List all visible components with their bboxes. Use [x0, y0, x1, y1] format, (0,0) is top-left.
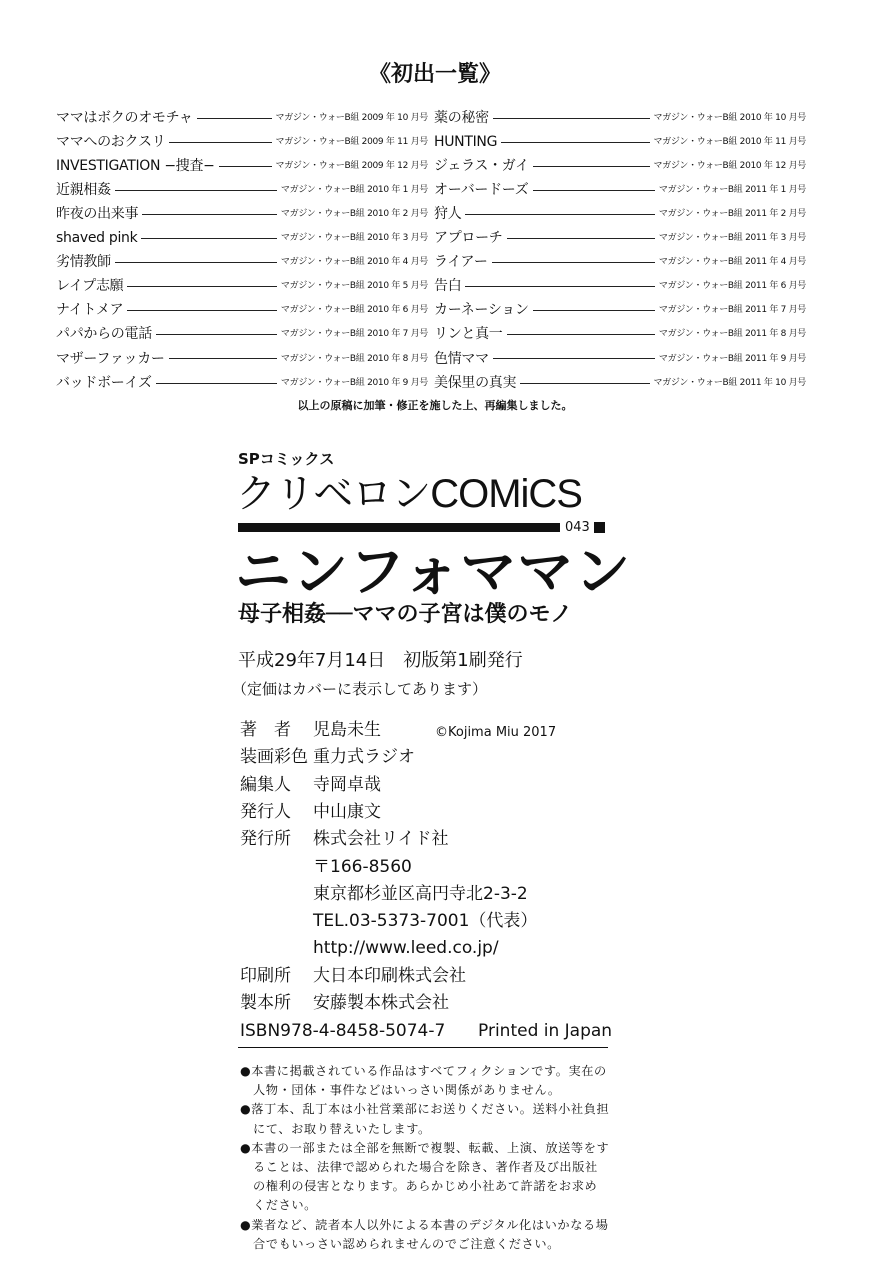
series-name: SPコミックス	[238, 450, 335, 468]
story-title: ライアー	[434, 254, 488, 271]
credit-row	[240, 802, 381, 822]
story-source: マガジン・ウォーB組 2011 年 3 月号	[658, 233, 806, 244]
story-title: 薬の秘密	[434, 109, 489, 126]
leader-line	[492, 262, 655, 263]
leader-line	[465, 286, 655, 287]
credit-row	[240, 966, 466, 986]
square-mark	[594, 522, 605, 533]
notice-item: ●業者など、読者本人以外による本書のデジタル化はいかなる場合でもいっさい認められませんのでご注意ください。	[240, 1217, 609, 1251]
story-title: カーネーション	[434, 302, 529, 319]
credit-label: 編集人	[240, 774, 291, 795]
credit-row	[240, 747, 415, 767]
leader-line	[156, 383, 277, 384]
story-source: マガジン・ウォーB組 2011 年 9 月号	[658, 353, 806, 364]
story-source: マガジン・ウォーB組 2010 年 4 月号	[280, 257, 428, 268]
story-source: マガジン・ウォーB組 2010 年 11 月号	[653, 136, 806, 147]
leader-line	[507, 238, 655, 239]
credit-value: 大日本印刷株式会社	[313, 965, 466, 986]
list-item	[434, 106, 806, 130]
list-item	[56, 251, 428, 275]
credit-row	[240, 775, 381, 795]
story-title: shaved pink	[56, 230, 138, 247]
first-appearances-right-column	[434, 106, 806, 395]
list-item	[434, 347, 806, 371]
leader-line	[465, 214, 655, 215]
story-title: 美保里の真実	[434, 374, 517, 391]
story-title: HUNTING	[434, 133, 498, 150]
book-title: ニンフォママン	[235, 540, 632, 605]
list-item	[56, 226, 428, 250]
story-source: マガジン・ウォーB組 2010 年 6 月号	[280, 305, 428, 316]
revision-note: 以上の原稿に加筆・修正を施した上、再編集しました。	[297, 399, 573, 412]
list-item	[434, 130, 806, 154]
story-title: マザーファッカー	[56, 350, 165, 367]
credit-row	[240, 911, 537, 931]
list-item	[434, 178, 806, 202]
credit-value: TEL.03-5373-7001（代表）	[313, 911, 538, 932]
story-source: マガジン・ウォーB組 2009 年 10 月号	[275, 112, 428, 123]
price-note: （定価はカバーに表示してあります）	[232, 680, 488, 698]
story-source: マガジン・ウォーB組 2011 年 8 月号	[658, 329, 806, 340]
leader-line	[127, 310, 277, 311]
leader-line	[142, 214, 277, 215]
first-appearances-left-column	[56, 106, 428, 395]
story-source: マガジン・ウォーB組 2011 年 2 月号	[658, 209, 806, 220]
leader-line	[115, 262, 277, 263]
story-title: 近親相姦	[56, 181, 111, 198]
leader-line	[169, 142, 271, 143]
imprint-bar	[238, 523, 560, 532]
list-item	[56, 275, 428, 299]
story-source: マガジン・ウォーB組 2010 年 12 月号	[653, 160, 806, 171]
list-item	[56, 347, 428, 371]
list-item	[56, 323, 428, 347]
divider	[238, 1047, 608, 1048]
leader-line	[493, 118, 650, 119]
credit-row	[240, 720, 381, 740]
leader-line	[197, 118, 272, 119]
story-source: マガジン・ウォーB組 2010 年 2 月号	[280, 209, 428, 220]
list-item	[56, 178, 428, 202]
story-title: オーバードーズ	[434, 181, 529, 198]
credit-row	[240, 993, 449, 1013]
story-title: バッドボーイズ	[56, 374, 152, 391]
list-item	[434, 299, 806, 323]
story-title: 劣情教師	[56, 254, 111, 271]
copyright: ©Kojima Miu 2017	[435, 725, 557, 740]
credit-label: 発行所	[240, 829, 291, 850]
credit-value: 児島未生	[313, 720, 381, 740]
list-item	[56, 202, 428, 226]
leader-line	[493, 358, 655, 359]
story-source: マガジン・ウォーB組 2010 年 8 月号	[280, 353, 428, 364]
credit-value: 〒166-8560	[313, 856, 412, 877]
story-title: ママはボクのオモチャ	[56, 109, 193, 126]
story-source: マガジン・ウォーB組 2011 年 6 月号	[658, 281, 806, 292]
credit-value: 東京都杉並区高円寺北2-3-2	[313, 883, 528, 904]
leader-line	[533, 190, 655, 191]
notice-item: ●本書に掲載されている作品はすべてフィクションです。実在の人物・団体・事件などはいっさい関係がありません。	[240, 1064, 607, 1098]
leader-line	[507, 334, 655, 335]
credit-row	[240, 857, 412, 877]
story-source: マガジン・ウォーB組 2011 年 7 月号	[658, 305, 806, 316]
volume-number: 043	[565, 520, 590, 535]
credit-label: 製本所	[240, 993, 291, 1013]
story-title: レイプ志願	[56, 278, 124, 295]
leader-line	[219, 166, 272, 167]
story-source: マガジン・ウォーB組 2010 年 10 月号	[653, 112, 806, 123]
credit-value: 中山康文	[313, 801, 381, 822]
credit-value: 寺岡卓哉	[313, 774, 381, 795]
imprint-logo: クリベロンCOMiCS	[236, 472, 582, 516]
list-item	[434, 275, 806, 299]
story-title: 告白	[434, 278, 462, 295]
story-source: マガジン・ウォーB組 2009 年 11 月号	[275, 136, 428, 147]
notice-item: ●落丁本、乱丁本は小社営業部にお送りください。送料小社負担にて、お取り替えいたします。	[240, 1102, 610, 1136]
story-source: マガジン・ウォーB組 2010 年 1 月号	[280, 184, 428, 195]
list-item	[434, 323, 806, 347]
notices	[240, 1062, 610, 1254]
story-source: マガジン・ウォーB組 2011 年 1 月号	[658, 184, 806, 195]
story-title: リンと真一	[434, 326, 503, 343]
list-item	[56, 154, 428, 178]
isbn: ISBN978-4-8458-5074-7	[240, 1021, 446, 1041]
story-title: 色情ママ	[434, 350, 489, 367]
list-item	[434, 251, 806, 275]
leader-line	[156, 334, 277, 335]
list-item	[434, 202, 806, 226]
leader-line	[127, 286, 277, 287]
leader-line	[115, 190, 277, 191]
list-item	[434, 154, 806, 178]
story-title: パパからの電話	[56, 326, 152, 343]
story-title: 狩人	[434, 206, 462, 223]
printed-in: Printed in Japan	[478, 1021, 613, 1041]
list-item	[56, 130, 428, 154]
story-source: マガジン・ウォーB組 2009 年 12 月号	[275, 160, 428, 171]
credit-label: 印刷所	[240, 965, 291, 986]
story-source: マガジン・ウォーB組 2010 年 7 月号	[280, 329, 428, 340]
story-source: マガジン・ウォーB組 2010 年 5 月号	[280, 281, 428, 292]
publication-date: 平成29年7月14日 初版第1刷発行	[238, 650, 523, 671]
list-item	[434, 371, 806, 395]
story-title: ママへのおクスリ	[56, 133, 166, 150]
list-item	[56, 299, 428, 323]
leader-line	[501, 142, 649, 143]
story-title: ジェラス・ガイ	[434, 157, 529, 174]
credit-value: 安藤製本株式会社	[313, 993, 449, 1013]
credit-value: http://www.leed.co.jp/	[313, 938, 499, 959]
story-source: マガジン・ウォーB組 2010 年 3 月号	[280, 233, 428, 244]
story-source: マガジン・ウォーB組 2011 年 4 月号	[658, 257, 806, 268]
leader-line	[533, 166, 650, 167]
credit-label: 発行人	[240, 801, 291, 822]
story-source: マガジン・ウォーB組 2010 年 9 月号	[280, 377, 428, 388]
leader-line	[520, 383, 649, 384]
list-item	[56, 371, 428, 395]
credit-value: 重力式ラジオ	[313, 747, 415, 768]
leader-line	[141, 238, 276, 239]
story-source: マガジン・ウォーB組 2011 年 10 月号	[653, 377, 806, 388]
credit-row	[240, 884, 528, 904]
credit-row	[240, 938, 499, 958]
credit-label: 著 者	[240, 720, 291, 740]
list-item	[56, 106, 428, 130]
credit-label: 装画彩色	[240, 747, 308, 768]
book-subtitle: 母子相姦──ママの子宮は僕のモノ	[238, 602, 573, 627]
leader-line	[169, 358, 277, 359]
story-title: ナイトメア	[56, 302, 124, 319]
story-title: アプローチ	[434, 230, 503, 247]
notice-item: ●本書の一部または全部を無断で複製、転載、上演、放送等をすることは、法律で認められた場合を除き、著作者及び出版社の権利の侵害となります。あらかじめ小社あて許諾をお求めください。	[240, 1140, 610, 1213]
story-title: INVESTIGATION −捜査−	[56, 157, 215, 174]
credit-value: 株式会社リイド社	[313, 829, 449, 850]
first-appearances-heading: 《初出一覧》	[368, 62, 501, 87]
credit-row	[240, 829, 449, 849]
story-title: 昨夜の出来事	[56, 206, 139, 223]
list-item	[434, 226, 806, 250]
leader-line	[533, 310, 655, 311]
